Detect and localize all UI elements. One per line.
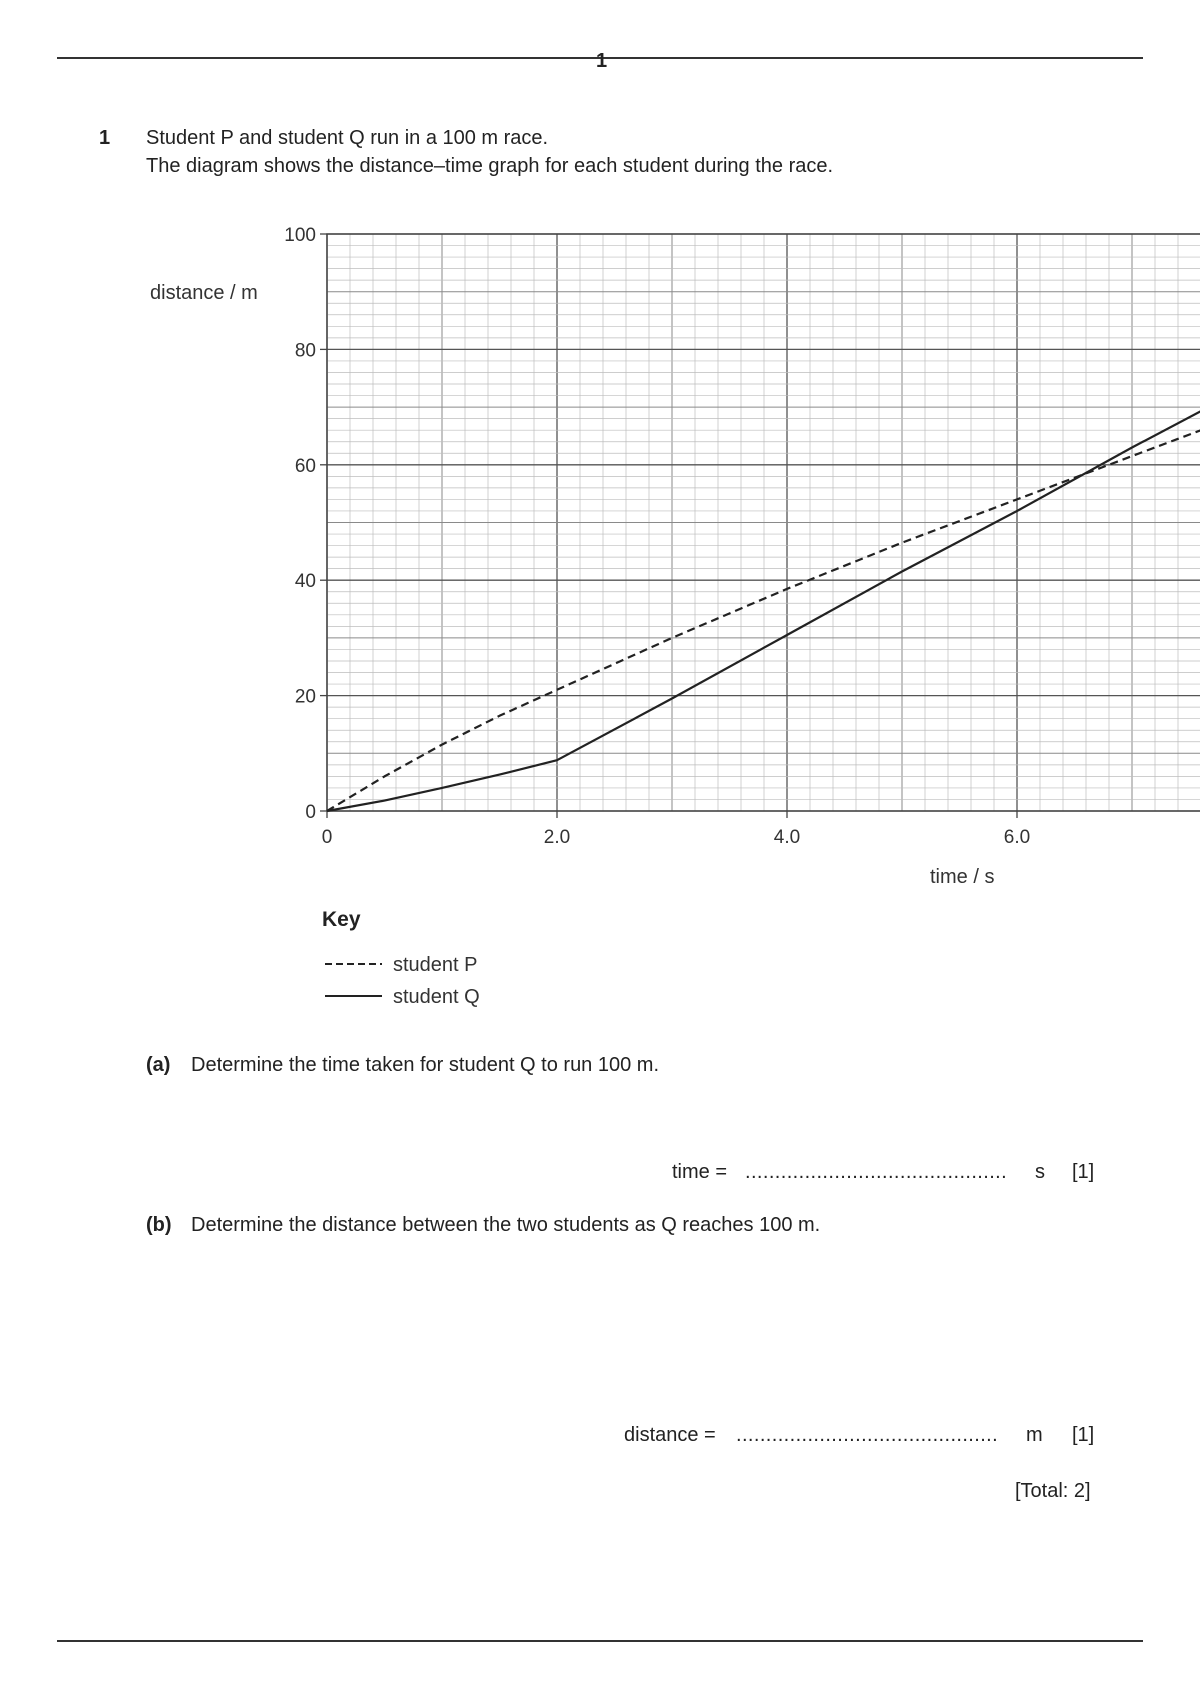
question-intro-line1: Student P and student Q run in a 100 m race.: [146, 127, 549, 149]
y-tick-label: 0: [305, 802, 316, 823]
y-tick-label: 100: [284, 225, 316, 246]
part-a-label: (a): [146, 1054, 171, 1076]
x-tick-label: 4.0: [773, 827, 801, 848]
key-title: Key: [322, 908, 361, 931]
x-tick-label: 2.0: [543, 827, 571, 848]
part-a-marks: [1]: [1072, 1161, 1095, 1183]
part-b-answer-field[interactable]: ............................................: [736, 1424, 999, 1446]
key-label: student P: [393, 954, 478, 976]
key-label: student Q: [393, 986, 480, 1008]
y-tick-label: 40: [294, 571, 316, 593]
y-tick-label: 80: [294, 340, 316, 362]
x-tick-label: 6.0: [1003, 827, 1031, 848]
y-axis-label: distance / m: [150, 282, 258, 304]
footer-rule: [57, 1640, 1143, 1642]
x-tick-label: 0: [321, 827, 333, 848]
part-a-answer-label: time =: [672, 1161, 728, 1183]
part-a-text: Determine the time taken for student Q to run 100 m.: [191, 1054, 660, 1076]
part-b-answer-label: distance =: [624, 1424, 716, 1446]
part-a-answer-field[interactable]: ............................................: [745, 1161, 1008, 1183]
y-tick-label: 20: [294, 686, 316, 708]
chart-grid: [327, 234, 1200, 811]
total-marks: [Total: 2]: [1015, 1480, 1091, 1502]
part-b-text: Determine the distance between the two students as Q reaches 100 m.: [191, 1214, 821, 1236]
y-tick-label: 60: [294, 455, 316, 477]
part-b-label: (b): [146, 1214, 172, 1236]
part-a-unit: s: [1035, 1161, 1045, 1183]
question-intro-line2: The diagram shows the distance–time graph for each student during the race.: [146, 155, 834, 177]
x-axis-label: time / s: [930, 866, 995, 888]
question-number: 1: [99, 127, 111, 149]
page-number: 1: [596, 50, 608, 72]
part-b-marks: [1]: [1072, 1424, 1095, 1446]
part-b-unit: m: [1026, 1424, 1043, 1446]
